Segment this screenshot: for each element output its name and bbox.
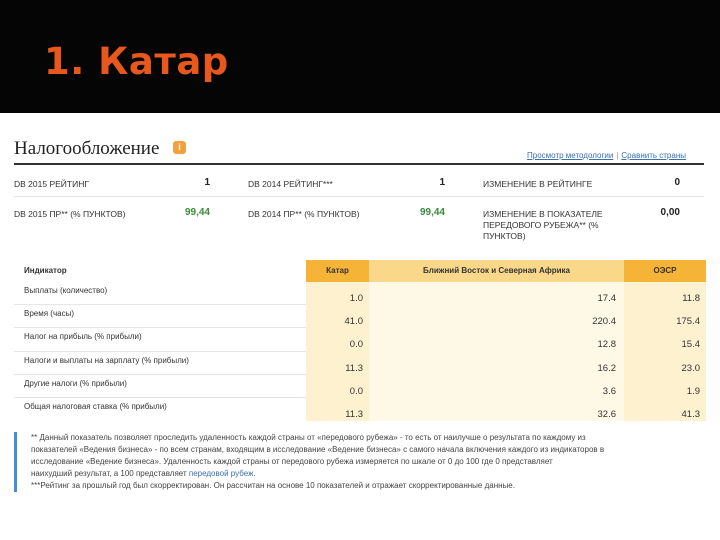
qatar-value: 11.3 [306, 398, 369, 421]
table-row [14, 328, 706, 351]
indicator-name: Налоги и выплаты на зарплату (% прибыли) [24, 355, 189, 365]
dtf-change-label: ИЗМЕНЕНИЕ В ПОКАЗАТЕЛЕ ПЕРЕДОВОГО РУБЕЖА** (% ПУНКТОВ) [483, 209, 603, 241]
metrics-divider [14, 196, 704, 197]
footnote-line: ** Данный показатель позволяет проследить удаленность каждой страны от «передового рубежа» - то есть от наилучше о результата по каждому из [31, 433, 586, 442]
footnote-line: ***Рейтинг за прошлый год был скорректирован. Он рассчитан на основе 10 показателей и отражает скорректированные данные. [31, 481, 515, 490]
db2014-dtf-label: DB 2014 ПР** (% ПУНКТОВ) [248, 209, 360, 219]
title-bar [0, 0, 720, 113]
indicator-name: Налог на прибыль (% прибыли) [24, 332, 142, 342]
link-separator: | [616, 151, 619, 160]
db2014-rank-value: 1 [439, 177, 445, 188]
db2015-rank-value: 1 [204, 177, 210, 188]
oecd-value: 41.3 [624, 398, 706, 421]
footnotes [14, 432, 703, 492]
header-indicator: Индикатор [14, 260, 306, 282]
qatar-value: 1.0 [306, 282, 369, 305]
header-qatar: Катар [306, 260, 369, 282]
frontier-link[interactable]: передовой рубеж. [188, 469, 256, 478]
db2014-rank-label: DB 2014 РЕЙТИНГ*** [248, 179, 333, 189]
mena-value: 12.8 [369, 328, 624, 351]
db2015-rank-label: DB 2015 РЕЙТИНГ [14, 179, 89, 189]
mena-value: 16.2 [369, 352, 624, 375]
indicator-table [14, 260, 706, 421]
methodology-link[interactable]: Просмотр методологии [527, 151, 614, 160]
table-row [14, 305, 706, 328]
rank-change-value: 0 [674, 177, 680, 188]
db2015-dtf-label: DB 2015 ПР** (% ПУНКТОВ) [14, 209, 126, 219]
table-row [14, 375, 706, 398]
indicator-name: Другие налоги (% прибыли) [24, 378, 127, 388]
info-icon[interactable]: i [173, 141, 186, 154]
mena-value: 32.6 [369, 398, 624, 421]
footnote-text: наихудший результат, а 100 представляет [31, 469, 187, 478]
header-mena: Ближний Восток и Северная Африка [369, 260, 624, 282]
footnote-line: показателей «Ведения бизнеса» - по всем странам, входящим в исследование «Ведение бизнеса» с самого начала включения каждого из индикаторов в [31, 445, 605, 454]
header-oecd: ОЭСР [624, 260, 706, 282]
db2015-dtf-value: 99,44 [184, 207, 210, 218]
indicator-name: Общая налоговая ставка (% прибыли) [24, 401, 167, 411]
dtf-change-value: 0,00 [660, 207, 680, 218]
qatar-value: 41.0 [306, 305, 369, 328]
footnote-line-4 [31, 468, 703, 480]
rank-change-label: ИЗМЕНЕНИЕ В РЕЙТИНГЕ [483, 179, 593, 189]
table-row [14, 398, 706, 421]
oecd-value: 15.4 [624, 328, 706, 351]
db2014-dtf-value: 99,44 [419, 207, 445, 218]
header-links [527, 151, 686, 160]
content-area [0, 113, 720, 540]
footnote-line: исследование «Ведение бизнеса». Удаленность каждой страны от передового рубежа измеряется по шкале от 0 до 100 где 0 представляет [31, 457, 553, 466]
qatar-value: 11.3 [306, 352, 369, 375]
mena-value: 220.4 [369, 305, 624, 328]
qatar-value: 0.0 [306, 328, 369, 351]
oecd-value: 23.0 [624, 352, 706, 375]
table-row [14, 352, 706, 375]
qatar-value: 0.0 [306, 375, 369, 398]
oecd-value: 1.9 [624, 375, 706, 398]
indicator-name: Время (часы) [24, 309, 74, 319]
mena-value: 17.4 [369, 282, 624, 305]
indicator-name: Выплаты (количество) [24, 286, 108, 295]
slide-title: 1. Катар [44, 40, 229, 83]
oecd-value: 175.4 [624, 305, 706, 328]
table-header [14, 260, 706, 282]
title-divider [14, 163, 704, 165]
mena-value: 3.6 [369, 375, 624, 398]
compare-countries-link[interactable]: Сравнить страны [621, 151, 686, 160]
oecd-value: 11.8 [624, 282, 706, 305]
section-title: Налогообложение [14, 138, 160, 159]
table-row [14, 282, 706, 305]
